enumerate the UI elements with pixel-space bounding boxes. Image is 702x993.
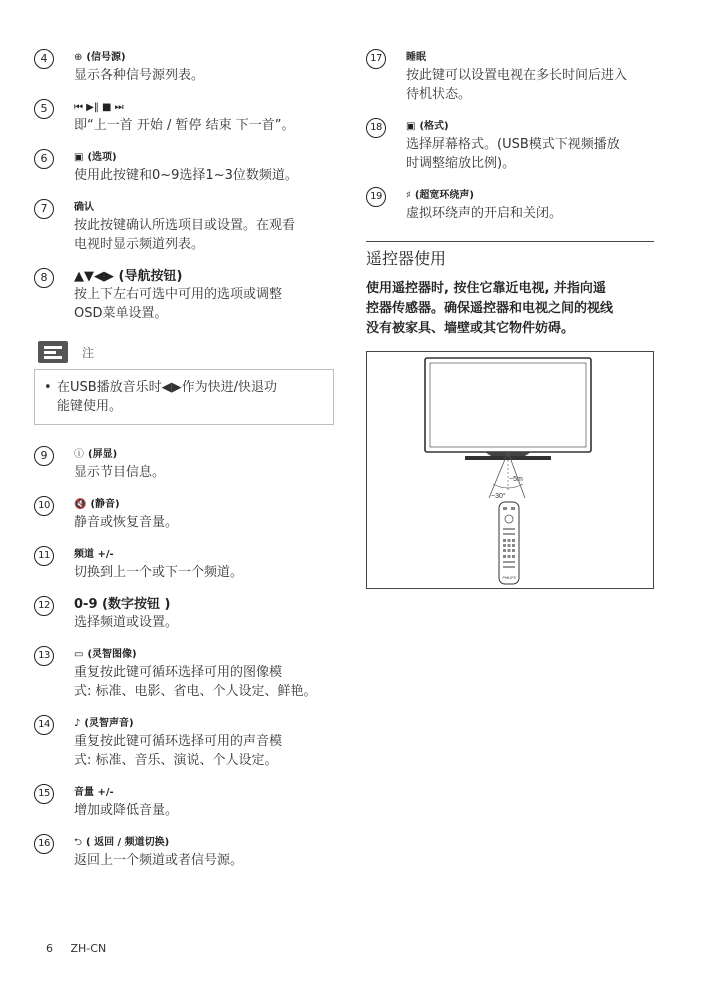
key-item-9 bbox=[34, 447, 334, 482]
key-item-13 bbox=[34, 647, 334, 701]
button-glyph-icon: ⮌ bbox=[74, 837, 83, 848]
key-item-16 bbox=[34, 835, 334, 870]
distance-label: ~5m bbox=[509, 476, 523, 483]
section-paragraph: 使用遥控器时, 按住它靠近电视, 并指向遥 控器传感器。确保遥控器和电视之间的视线 没有被家具、墙壁或其它物件妨碍。 bbox=[366, 281, 614, 336]
button-glyph-icon: ▣ bbox=[74, 152, 84, 163]
item-title: ▭ (灵智图像) bbox=[74, 647, 334, 663]
note-icon bbox=[38, 341, 68, 363]
key-item-19 bbox=[366, 188, 654, 223]
item-description: 显示节目信息。 bbox=[74, 465, 166, 480]
item-number: 5 bbox=[34, 99, 54, 119]
key-item-5 bbox=[34, 100, 334, 135]
language-code: ZH-CN bbox=[70, 942, 107, 955]
key-item-11 bbox=[34, 547, 334, 582]
angle-label: ~30° bbox=[491, 493, 506, 500]
item-title: 🔇 (静音) bbox=[74, 497, 334, 513]
tv-remote-diagram bbox=[367, 352, 653, 588]
item-description: 重复按此键可循环选择可用的声音模 式: 标准、音乐、演说、个人设定。 bbox=[74, 734, 283, 768]
page-number: 6 bbox=[46, 942, 53, 955]
note-box bbox=[34, 338, 334, 425]
item-title: ♪ (灵智声音) bbox=[74, 716, 334, 732]
button-glyph-icon: ♯ bbox=[406, 190, 411, 201]
item-number: 7 bbox=[34, 199, 54, 219]
key-item-14 bbox=[34, 716, 334, 770]
page-footer bbox=[46, 942, 120, 955]
item-title: 睡眠 bbox=[406, 52, 426, 63]
key-item-10 bbox=[34, 497, 334, 532]
button-glyph-icon: 🔇 bbox=[74, 499, 87, 510]
item-title: ⮌ ( 返回 / 频道切换) bbox=[74, 835, 334, 851]
item-description: 按此键可以设置电视在多长时间后进入 待机状态。 bbox=[406, 68, 628, 102]
item-title: 音量 +/- bbox=[74, 787, 114, 798]
remote-brand: PHILIPS bbox=[502, 576, 516, 580]
item-title bbox=[74, 100, 334, 116]
item-title: ▣ (格式) bbox=[406, 119, 654, 135]
button-glyph-icon: ⓘ bbox=[74, 449, 84, 460]
item-title: ⊕ (信号源) bbox=[74, 50, 334, 66]
item-title: ▲▼◀▶ (导航按钮) bbox=[74, 269, 183, 284]
item-description: 选择屏幕格式。(USB模式下视频播放 时调整缩放比例)。 bbox=[406, 137, 620, 171]
key-item-15 bbox=[34, 785, 334, 820]
item-description: 按上下左右可选中可用的选项或调整 OSD菜单设置。 bbox=[74, 287, 283, 321]
item-number: 9 bbox=[34, 446, 54, 466]
button-glyph-icon: ▭ bbox=[74, 649, 84, 660]
item-title: 频道 +/- bbox=[74, 549, 114, 560]
item-title: ⓘ (屏显) bbox=[74, 447, 334, 463]
item-description: 选择频道或设置。 bbox=[74, 615, 179, 630]
item-description: 切换到上一个或下一个频道。 bbox=[74, 565, 244, 580]
item-number: 12 bbox=[34, 596, 54, 616]
item-number: 10 bbox=[34, 496, 54, 516]
item-number: 8 bbox=[34, 268, 54, 288]
item-number: 14 bbox=[34, 715, 54, 735]
item-number: 16 bbox=[34, 834, 54, 854]
note-text: • 在USB播放音乐时◀▶作为快进/快退功 能键使用。 bbox=[34, 369, 334, 425]
remote-usage-figure bbox=[366, 351, 654, 589]
item-number: 11 bbox=[34, 546, 54, 566]
button-glyph-icon: ⊕ bbox=[74, 52, 83, 63]
item-number: 19 bbox=[366, 187, 386, 207]
item-description: 虚拟环绕声的开启和关闭。 bbox=[406, 206, 563, 221]
left-column bbox=[34, 50, 334, 885]
item-number: 6 bbox=[34, 149, 54, 169]
note-label: 注 bbox=[82, 345, 95, 360]
button-glyph-icon: ▣ bbox=[406, 121, 416, 132]
key-item-6 bbox=[34, 150, 334, 185]
item-number: 13 bbox=[34, 646, 54, 666]
item-title: ♯ (超宽环绕声) bbox=[406, 188, 654, 204]
item-number: 18 bbox=[366, 118, 386, 138]
section-title: 遥控器使用 bbox=[366, 241, 654, 270]
item-number: 4 bbox=[34, 49, 54, 69]
key-item-18 bbox=[366, 119, 654, 173]
item-description: 使用此按键和0~9选择1~3位数频道。 bbox=[74, 168, 298, 183]
item-title: 0-9 (数字按钮 ) bbox=[74, 597, 171, 612]
item-description: 重复按此键可循环选择可用的图像模 式: 标准、电影、省电、个人设定、鲜艳。 bbox=[74, 665, 317, 699]
item-number: 15 bbox=[34, 784, 54, 804]
key-item-17 bbox=[366, 50, 654, 104]
button-glyph-icon: ⏮ ▶‖ ■ ⏭ bbox=[74, 102, 124, 113]
key-item-8 bbox=[34, 269, 334, 323]
right-column bbox=[366, 50, 654, 589]
item-description: 静音或恢复音量。 bbox=[74, 515, 179, 530]
item-title: ▣ (选项) bbox=[74, 150, 334, 166]
key-item-12 bbox=[34, 597, 334, 632]
item-title: 确认 bbox=[74, 202, 94, 213]
item-description: 显示各种信号源列表。 bbox=[74, 68, 205, 83]
item-description: 即“上一首 开始 / 暂停 结束 下一首”。 bbox=[74, 118, 295, 133]
key-item-4 bbox=[34, 50, 334, 85]
key-item-7 bbox=[34, 200, 334, 254]
item-description: 增加或降低音量。 bbox=[74, 803, 179, 818]
item-description: 返回上一个频道或者信号源。 bbox=[74, 853, 244, 868]
button-glyph-icon: ♪ bbox=[74, 718, 81, 729]
item-description: 按此按键确认所选项目或设置。在观看 电视时显示频道列表。 bbox=[74, 218, 296, 252]
item-number: 17 bbox=[366, 49, 386, 69]
